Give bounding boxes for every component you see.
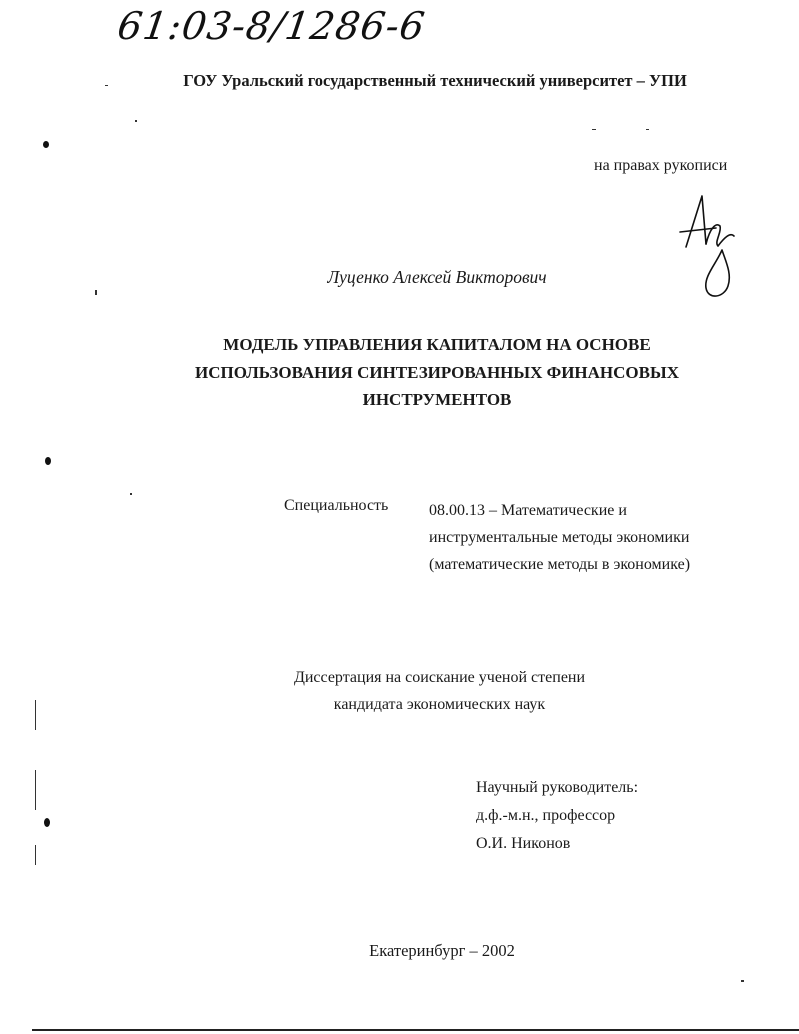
scan-dot bbox=[45, 457, 51, 465]
supervisor-block bbox=[476, 774, 638, 858]
scan-speck bbox=[95, 290, 97, 295]
scan-speck bbox=[105, 85, 108, 86]
scan-dot bbox=[43, 141, 49, 148]
specialty-line: инструментальные методы экономики bbox=[429, 529, 690, 546]
scan-speck bbox=[741, 980, 744, 982]
author-name: Луценко Алексей Викторович bbox=[327, 267, 547, 287]
city-year: Екатеринбург – 2002 bbox=[369, 941, 515, 960]
title-line: ИНСТРУМЕНТОВ bbox=[362, 390, 512, 409]
scan-speck bbox=[592, 129, 596, 130]
degree-statement bbox=[262, 664, 617, 718]
supervisor-name: О.И. Никонов bbox=[476, 835, 571, 852]
title-line: ИСПОЛЬЗОВАНИЯ СИНТЕЗИРОВАННЫХ ФИНАНСОВЫХ bbox=[195, 362, 679, 382]
specialty-line: 08.00.13 – Математические и bbox=[429, 502, 627, 519]
handwritten-archive-code: 61:03-8/1286-6 bbox=[114, 4, 429, 48]
scan-speck bbox=[135, 120, 137, 122]
scan-speck bbox=[35, 845, 36, 865]
scan-dot bbox=[44, 818, 50, 827]
institution-name: ГОУ Уральский государственный технический университет – УПИ bbox=[183, 71, 687, 90]
manuscript-rights-note: на правах рукописи bbox=[594, 157, 728, 174]
scan-speck bbox=[130, 493, 132, 495]
dissertation-title bbox=[130, 331, 744, 414]
scan-speck bbox=[35, 770, 36, 810]
supervisor-credentials: д.ф.-м.н., профессор bbox=[476, 807, 616, 824]
supervisor-label: Научный руководитель: bbox=[476, 779, 639, 796]
specialty-description bbox=[429, 497, 690, 578]
degree-line: кандидата экономических наук bbox=[333, 696, 546, 713]
title-line: МОДЕЛЬ УПРАВЛЕНИЯ КАПИТАЛОМ НА ОСНОВЕ bbox=[223, 335, 651, 354]
scan-speck bbox=[35, 700, 36, 730]
specialty-line: (математические методы в экономике) bbox=[429, 556, 691, 573]
specialty-label: Специальность bbox=[284, 497, 389, 514]
degree-line: Диссертация на соискание ученой степени bbox=[293, 669, 586, 686]
scan-bottom-edge bbox=[32, 1029, 799, 1031]
scan-speck bbox=[646, 129, 649, 130]
